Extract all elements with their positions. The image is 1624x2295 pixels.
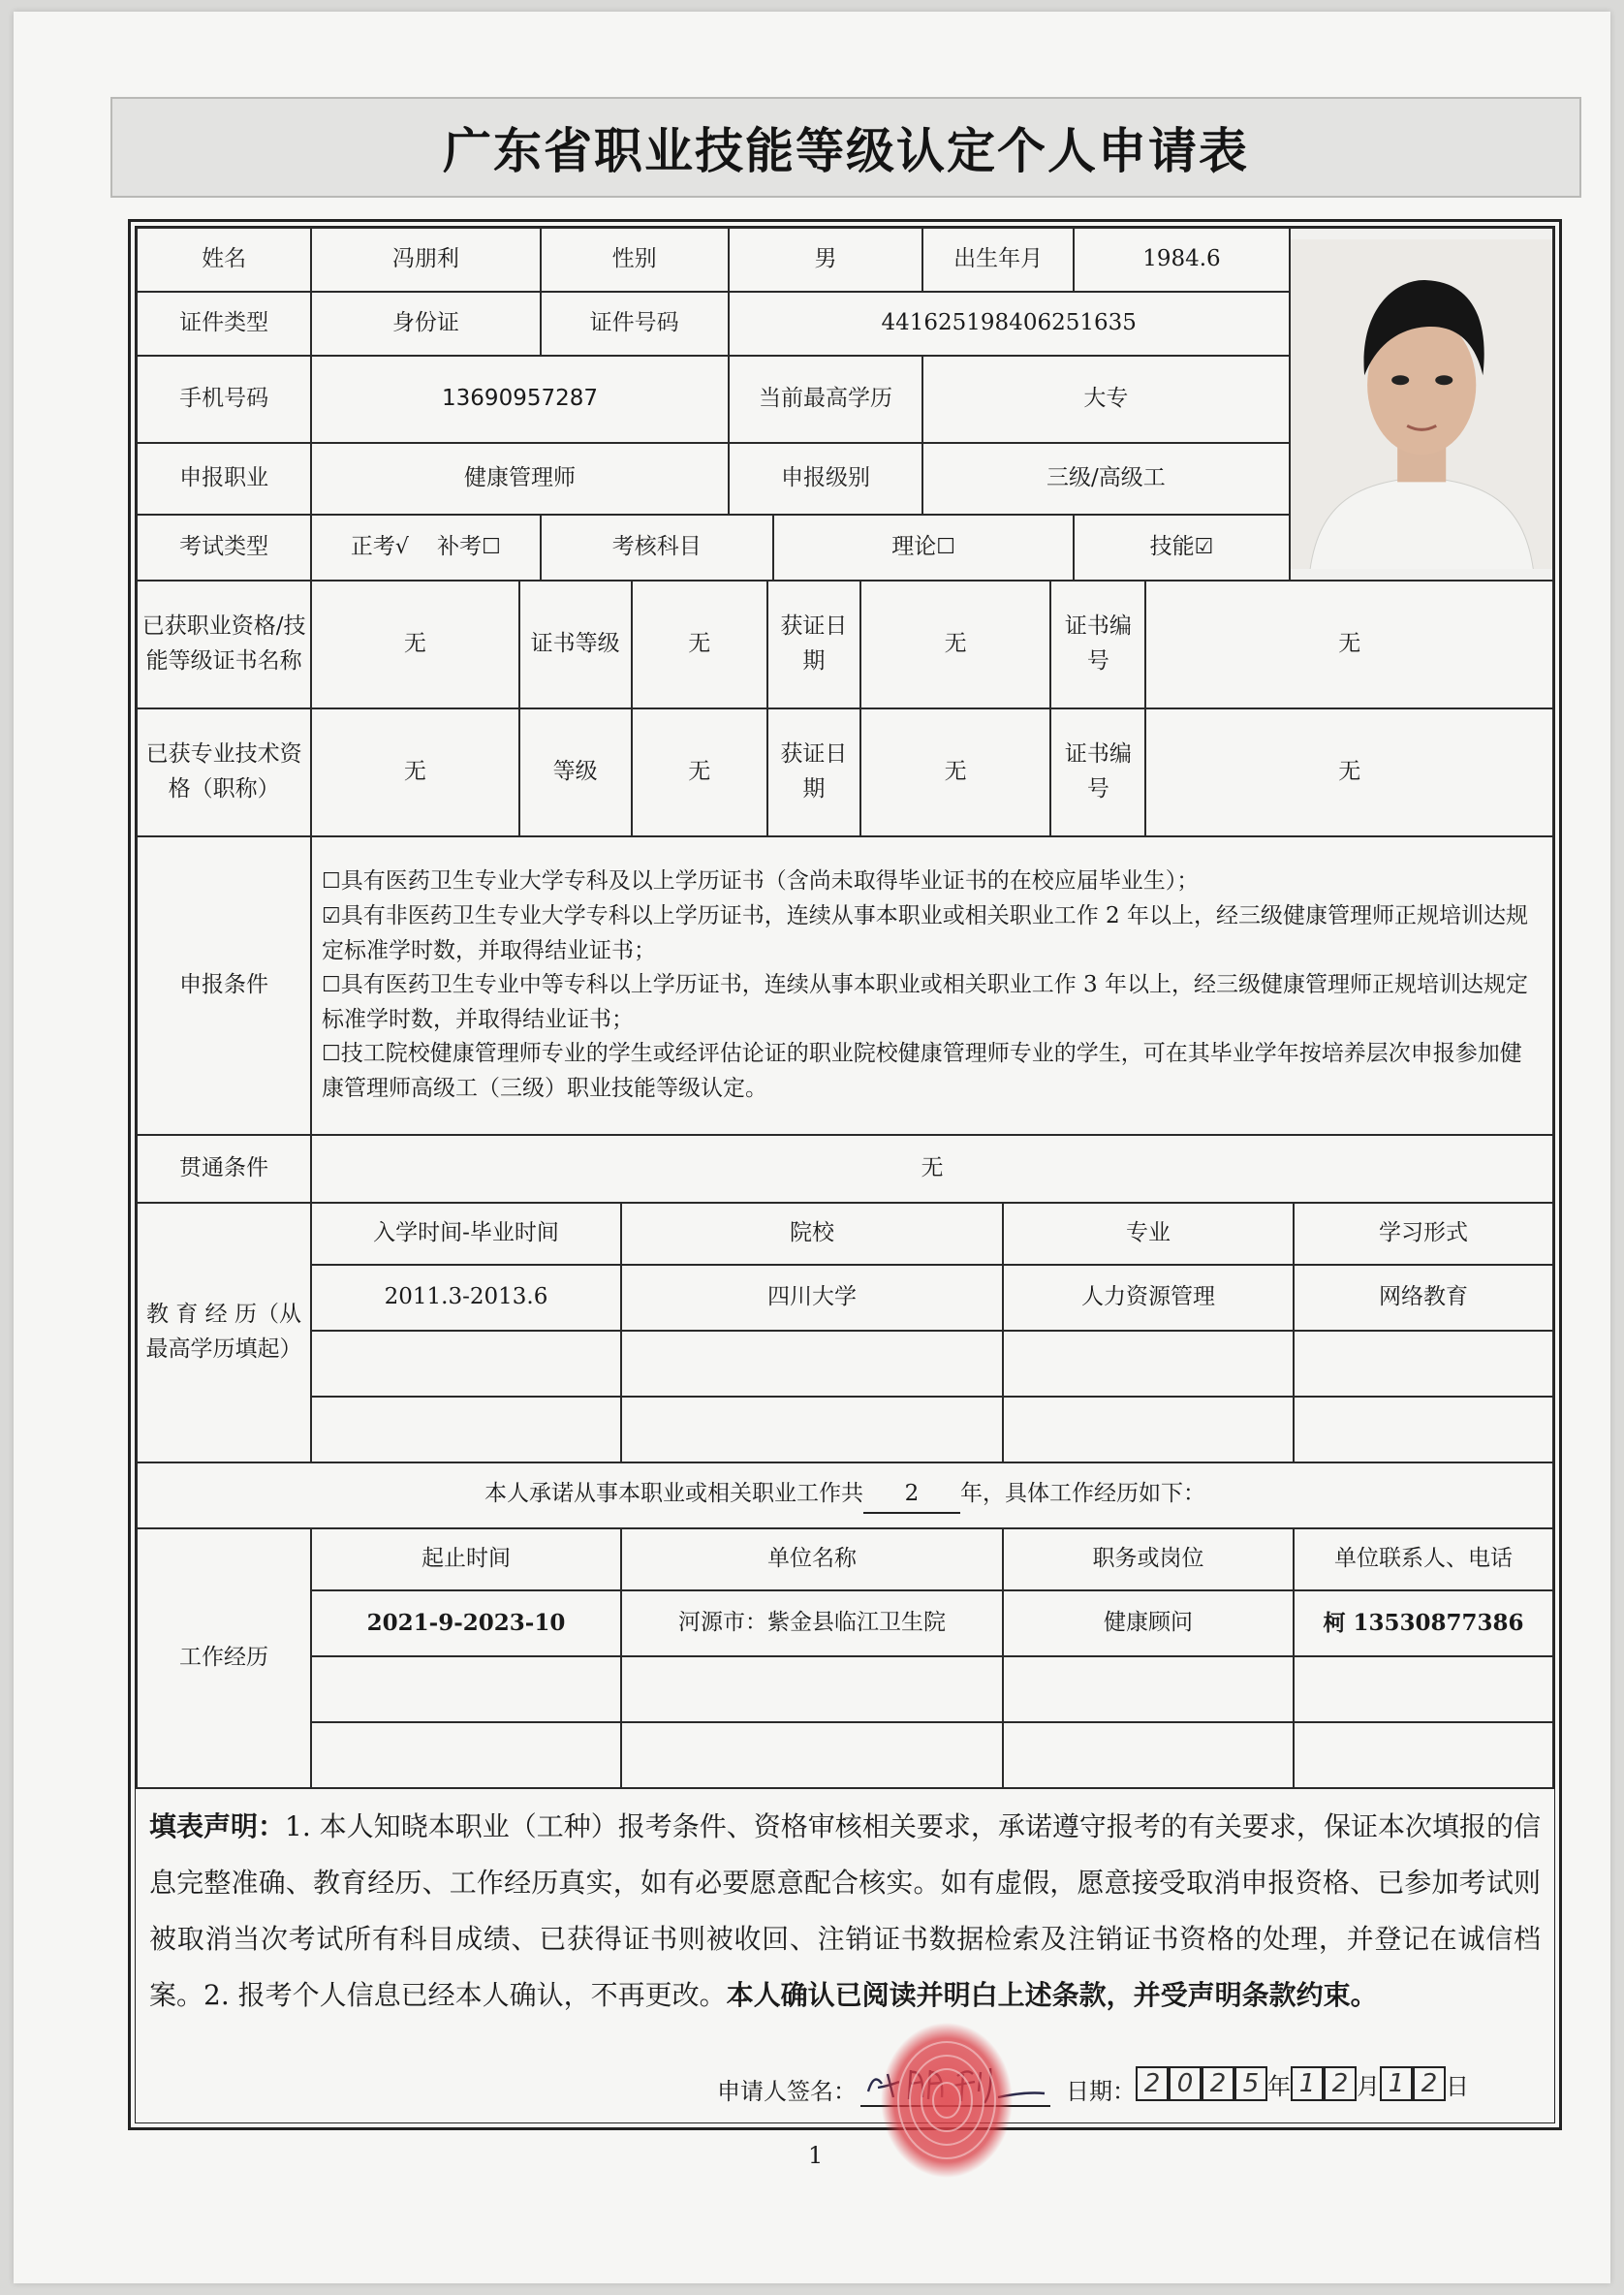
checkmark-icon: √ [394,535,409,560]
signature-label: 申请人签名： [717,2078,857,2105]
date-digit: 1 [1291,2066,1324,2101]
condition-item [322,865,1543,899]
date-digit: 2 [1324,2066,1357,2101]
work-contact: 柯 13530877386 [1294,1590,1553,1656]
edu-header: 专业 [1003,1203,1294,1265]
edu-school: 四川大学 [621,1265,1003,1331]
through-label: 贯通条件 [137,1135,311,1203]
phone-value: 13690957287 [311,356,729,443]
table-row [137,1656,1553,1722]
edu-mode [1294,1331,1553,1397]
condition-item [322,968,1543,1037]
edu-header: 院校 [621,1203,1003,1265]
id-number-value: 441625198406251635 [729,292,1290,356]
checkbox-icon: ☐ [322,1042,341,1067]
work-header: 单位联系人、电话 [1294,1528,1553,1590]
checked-box-icon: ☑ [322,903,341,928]
gender-label: 性别 [541,228,729,292]
work-employer: 河源市：紫金县临江卫生院 [621,1590,1003,1656]
date-digit: 1 [1380,2066,1413,2101]
edu-period: 2011.3-2013.6 [311,1265,621,1331]
promise-prefix: 本人承诺从事本职业或相关职业工作共 [484,1481,863,1507]
declaration-body: 1. 本人知晓本职业（工种）报考条件、资格审核相关要求，承诺遵守报考的有关要求，保证本次填报的信息完整准确、教育经历、工作经历真实，如有必要愿意配合核实。如有虚假，愿意接受取消申报资格、已参加考试则被取消当次考试所有科目成绩、已获得证书则被收回、注销证书数据检索及注销证书资格的处理，并登记在诚信档案。2. 报考个人信息已经本人确认，不再更改。 [149,1810,1541,2011]
table-row [137,1397,1553,1462]
work-promise [137,1462,1553,1528]
cert-row2-no: 无 [1145,708,1553,836]
table-row [137,1331,1553,1397]
education-table [136,1202,1554,1463]
promise-suffix: 年，具体工作经历如下： [960,1481,1205,1507]
exam-type-options [311,515,540,581]
edu-period [311,1331,621,1397]
date-digit: 2 [1202,2066,1234,2101]
date-label: 日期： [1066,2078,1136,2105]
birth-value: 1984.6 [1074,228,1289,292]
exam-type-label: 考试类型 [137,515,311,581]
cert-row1-date: 无 [860,581,1050,708]
month-unit: 月 [1357,2072,1380,2100]
id-photo [1290,228,1553,581]
edu-mode [1294,1397,1553,1462]
form-frame [128,219,1562,2130]
work-position: 健康顾问 [1003,1590,1294,1656]
edu-major [1003,1397,1294,1462]
work-employer [621,1722,1003,1788]
exam-makeup-option: 补考 [437,534,483,560]
occupation-value: 健康管理师 [311,443,729,515]
through-value: 无 [311,1135,1553,1203]
table-row [137,1265,1553,1331]
date-digit: 0 [1169,2066,1202,2101]
cert-row1-no: 无 [1145,581,1553,708]
work-period: 2021-9-2023-10 [311,1590,621,1656]
checkbox-icon: ☐ [936,535,955,560]
edu-mode: 网络教育 [1294,1265,1553,1331]
cert-row1-grade-label: 证书等级 [519,581,632,708]
paper [14,12,1610,2283]
year-unit: 年 [1267,2072,1291,2100]
portrait-image [1291,239,1552,570]
checkbox-icon: ☐ [322,869,341,895]
subject-skill-text: 技能 [1149,534,1195,560]
certificates-table [136,580,1554,837]
subject-theory-text: 理论 [891,534,937,560]
personal-info-table [136,227,1554,582]
exam-regular-option: 正考 [350,534,395,560]
date-digit: 2 [1136,2066,1169,2101]
edu-school [621,1331,1003,1397]
declaration-confirmation: 本人确认已阅读并明白上述条款，并受声明条款约束。 [726,1979,1378,2011]
date-digit: 2 [1413,2066,1446,2101]
edu-school [621,1397,1003,1462]
date-boxes [1136,2066,1469,2101]
edu-major [1003,1331,1294,1397]
conditions-table [136,835,1554,1204]
education-label: 教 育 经 历（从最高学历填起） [137,1203,311,1462]
subject-theory [773,515,1074,581]
work-contact [1294,1722,1553,1788]
conditions-label: 申报条件 [137,836,311,1135]
work-period [311,1656,621,1722]
declaration [136,1789,1554,2029]
cert-row2-date: 无 [860,708,1050,836]
cert-row1-label: 已获职业资格/技能等级证书名称 [137,581,311,708]
table-row [137,1722,1553,1788]
conditions-list [311,836,1553,1135]
education-level-label: 当前最高学历 [729,356,922,443]
birth-label: 出生年月 [922,228,1074,292]
condition-text: 具有医药卫生专业大学专科及以上学历证书（含尚未取得毕业证书的在校应届毕业生）； [340,868,1200,895]
cert-row2-no-label: 证书编号 [1050,708,1145,836]
promise-years: 2 [863,1477,960,1514]
signature-row [136,2060,1554,2115]
cert-row2-label: 已获专业技术资格（职称） [137,708,311,836]
work-header: 职务或岗位 [1003,1528,1294,1590]
cert-row1-grade: 无 [632,581,767,708]
subject-label: 考核科目 [541,515,773,581]
gender-value: 男 [729,228,922,292]
edu-major: 人力资源管理 [1003,1265,1294,1331]
declaration-heading: 填表声明： [149,1810,286,1842]
cert-row2-grade: 无 [632,708,767,836]
id-number-label: 证件号码 [541,292,729,356]
level-value: 三级/高级工 [922,443,1290,515]
name-label: 姓名 [137,228,311,292]
cert-row2-grade-label: 等级 [519,708,632,836]
day-unit: 日 [1446,2072,1469,2100]
work-header: 起止时间 [311,1528,621,1590]
cert-row1-name: 无 [311,581,518,708]
work-label: 工作经历 [137,1528,311,1788]
work-period [311,1722,621,1788]
condition-item [322,899,1543,968]
edu-header: 入学时间-毕业时间 [311,1203,621,1265]
work-contact [1294,1656,1553,1722]
condition-text: 具有非医药卫生专业大学专科以上学历证书，连续从事本职业或相关职业工作 2 年以上，经三级健康管理师正规培训达规定标准学时数，并取得结业证书； [322,902,1528,963]
checkbox-icon: ☐ [482,535,501,560]
level-label: 申报级别 [729,443,922,515]
work-position [1003,1722,1294,1788]
date-digit: 5 [1234,2066,1267,2101]
education-level-value: 大专 [922,356,1290,443]
cert-row2-date-label: 获证日期 [767,708,860,836]
edu-period [311,1397,621,1462]
edu-header: 学习形式 [1294,1203,1553,1265]
name-value: 冯朋利 [311,228,540,292]
condition-item [322,1037,1543,1106]
phone-label: 手机号码 [137,356,311,443]
cert-row1-no-label: 证书编号 [1050,581,1145,708]
fingerprint-stamp-icon [874,2018,1019,2183]
page-number: 1 [808,2142,824,2169]
cert-row2-name: 无 [311,708,518,836]
work-header: 单位名称 [621,1528,1003,1590]
id-type-label: 证件类型 [137,292,311,356]
work-table [136,1462,1554,1789]
condition-text: 具有医药卫生专业中等专科以上学历证书，连续从事本职业或相关职业工作 3 年以上，经三级健康管理师正规培训达规定标准学时数，并取得结业证书； [322,972,1528,1032]
checkbox-icon: ☐ [322,973,341,998]
occupation-label: 申报职业 [137,443,311,515]
condition-text: 技工院校健康管理师专业的学生或经评估论证的职业院校健康管理师专业的学生，可在其毕业学年按培养层次申报参加健康管理师高级工（三级）职业技能等级认定。 [322,1041,1522,1102]
id-type-value: 身份证 [311,292,540,356]
work-position [1003,1656,1294,1722]
cert-row1-date-label: 获证日期 [767,581,860,708]
checked-box-icon: ☑ [1194,535,1214,560]
form-title: 广东省职业技能等级认定个人申请表 [110,97,1581,198]
work-employer [621,1656,1003,1722]
subject-skill [1074,515,1289,581]
table-row [137,1590,1553,1656]
